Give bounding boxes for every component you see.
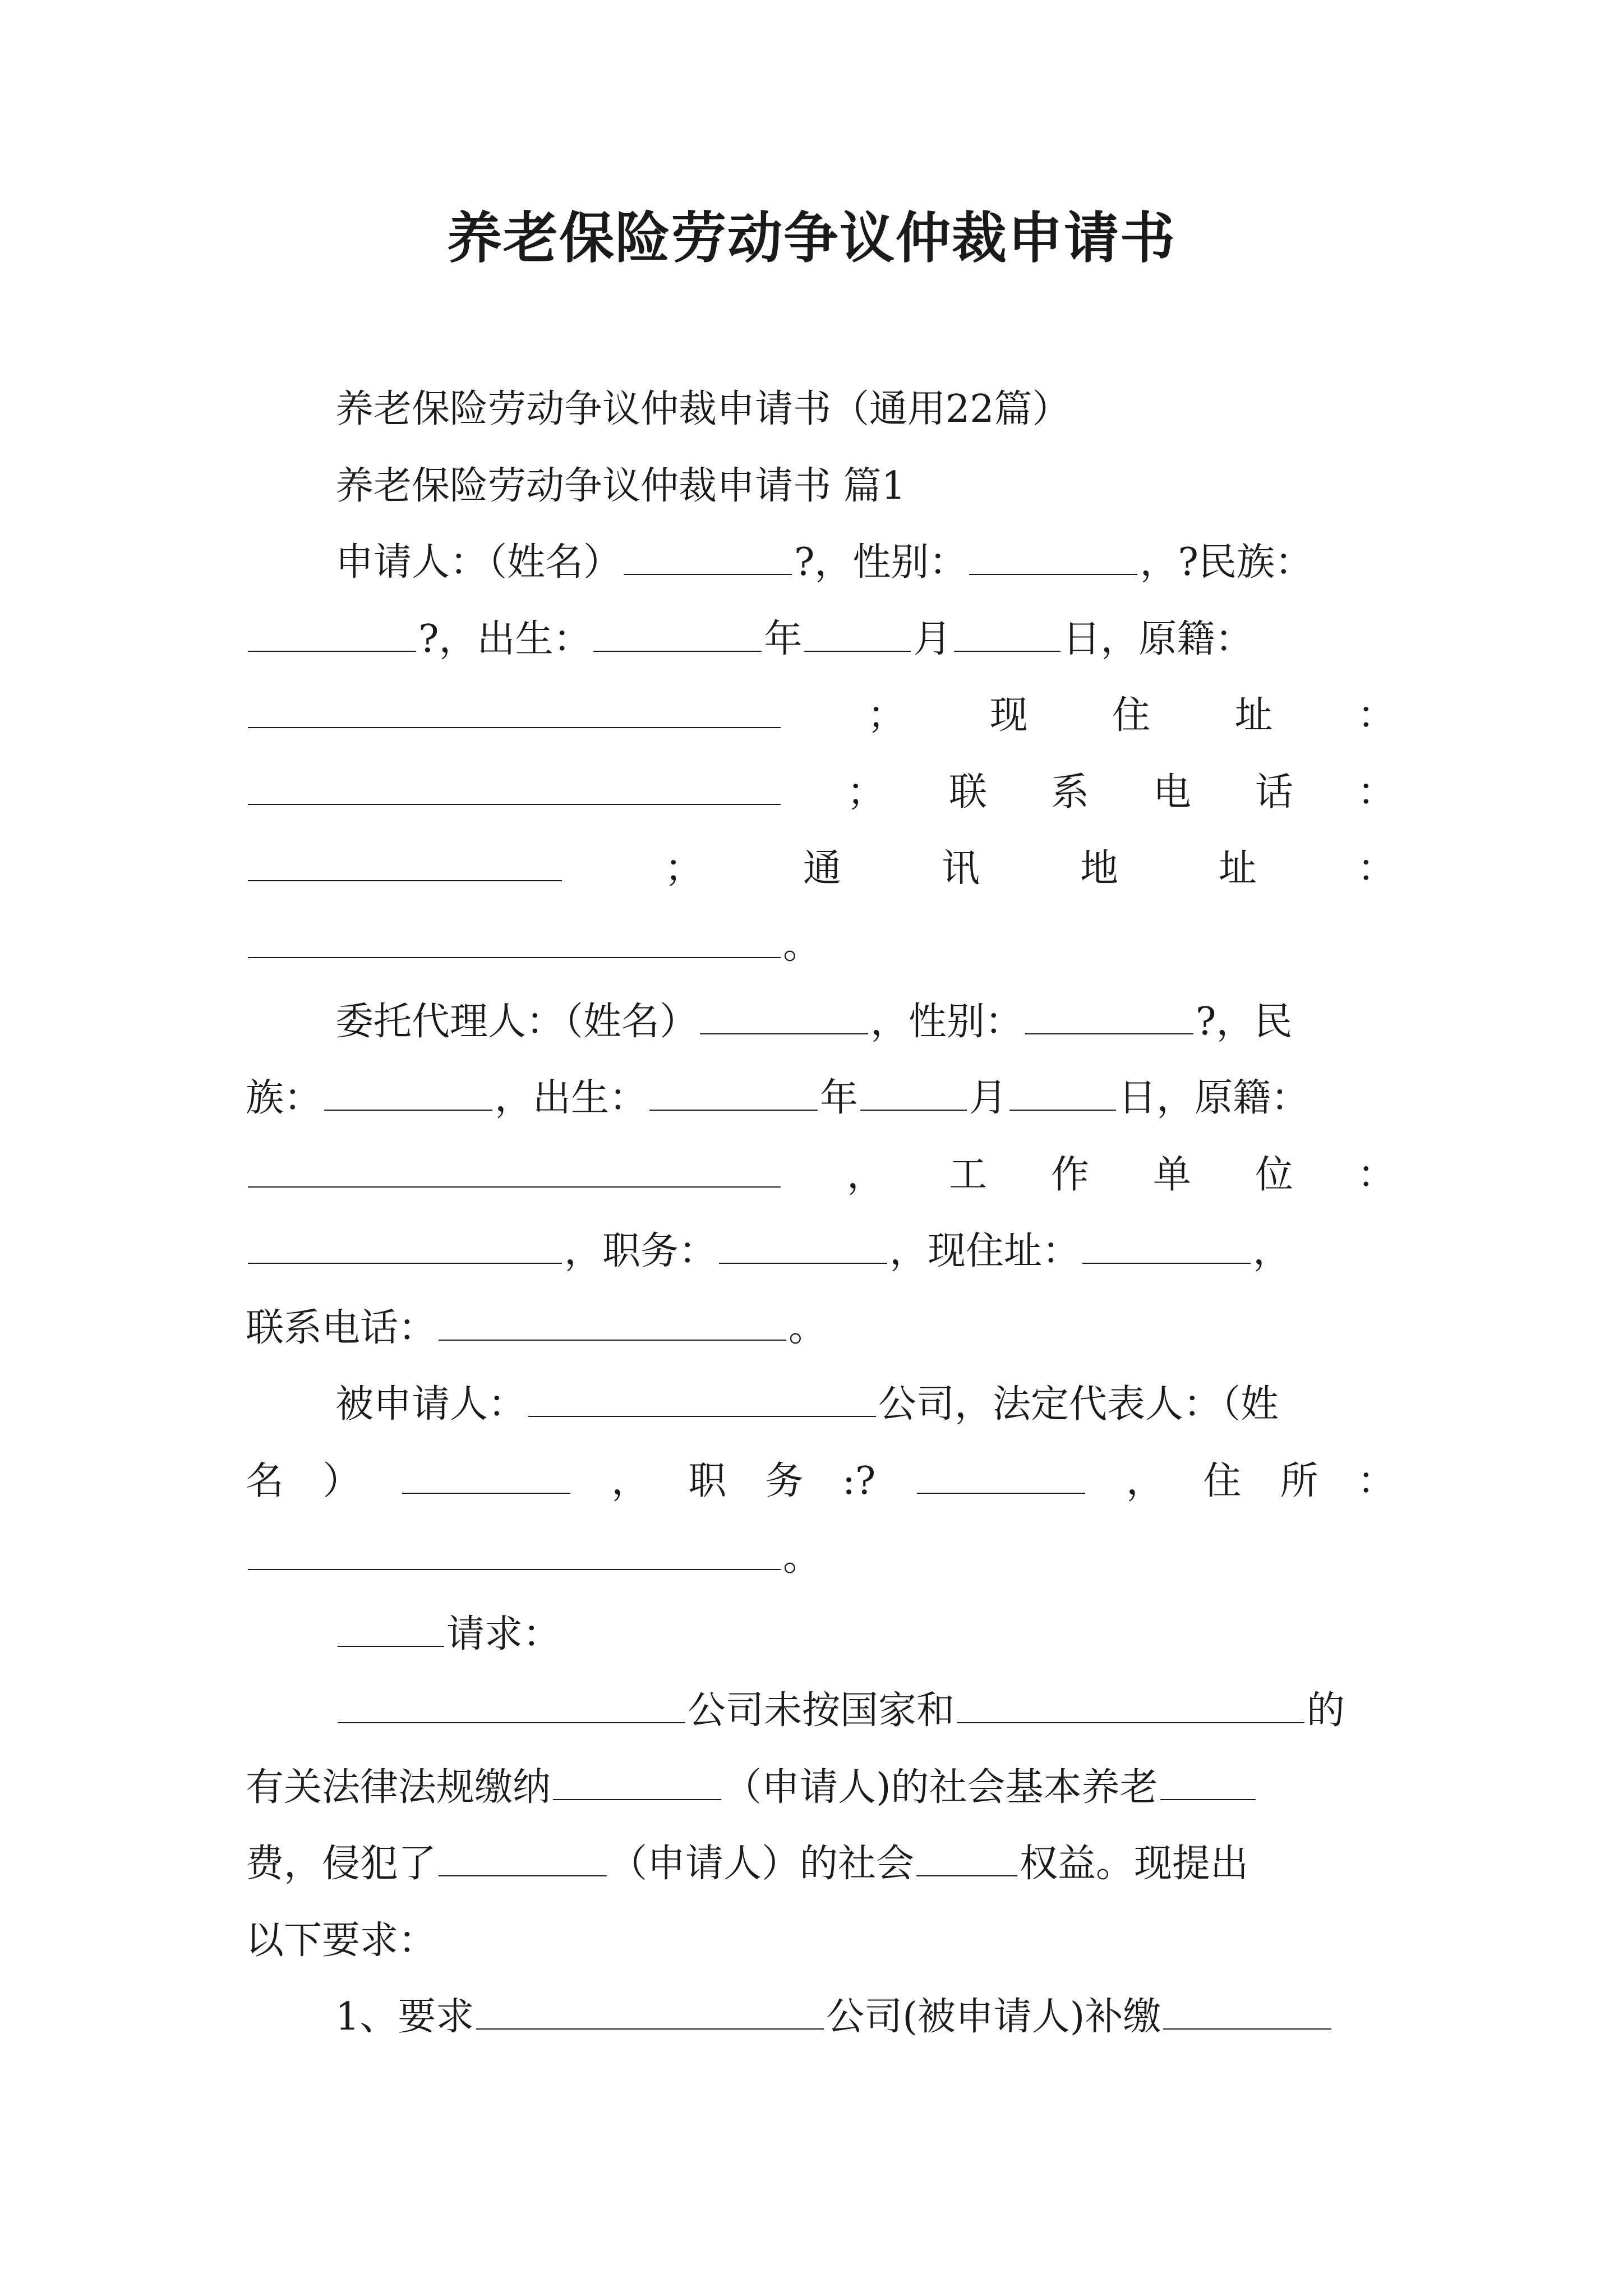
employer-char-4: 位: [1255, 1153, 1293, 1197]
agent-employer-blank: [248, 1262, 562, 1264]
address-char-2: 住: [1112, 693, 1151, 738]
agent-ethnicity-blank: [324, 1108, 492, 1111]
body-text-3a: 费，侵犯了: [246, 1842, 437, 1886]
item-1-text-b: 公司(被申请人)补缴: [826, 1995, 1161, 2039]
agent-name-label: 委托代理人：（姓名）: [335, 1000, 698, 1044]
punct-colon: ：: [1357, 1459, 1395, 1503]
applicant-birth-day-blank: [954, 650, 1061, 652]
applicant-birth-year-blank: [593, 650, 762, 652]
request-heading: [246, 1607, 1395, 1663]
punct-colon: ：: [1357, 693, 1395, 738]
respondent-label: 被申请人：: [335, 1382, 527, 1427]
punct-comma: ，: [1126, 1459, 1164, 1503]
punct-semicolon: ；: [867, 693, 906, 738]
subtitle-line: [246, 381, 1395, 438]
body-text-2b: （申请人)的社会基本养老: [723, 1765, 1158, 1810]
agent-birth-label: ，出生：: [495, 1076, 648, 1120]
agent-gender-label: ，性别：: [870, 1000, 1023, 1044]
request-body-3: [246, 1836, 1395, 1892]
agent-line-1: [246, 994, 1395, 1050]
applicant-month-label: 月: [913, 617, 952, 661]
address-char-1: 现: [989, 693, 1028, 738]
body-province-blank: [957, 1721, 1304, 1723]
applicant-line-6: [246, 918, 1395, 974]
request-body-2: [246, 1760, 1395, 1816]
body-text-3c: 权益。现提出: [1020, 1842, 1249, 1886]
punct-colon: ：: [1357, 1153, 1395, 1197]
request-item-1: [246, 1989, 1395, 2045]
body-company-blank: [338, 1721, 685, 1723]
employer-char-3: 单: [1152, 1153, 1191, 1197]
punct-paren: ）: [322, 1459, 361, 1503]
respondent-rep-blank: [402, 1492, 570, 1494]
agent-origin-label: 日，原籍：: [1118, 1076, 1310, 1120]
punct-period: 。: [783, 923, 822, 968]
agent-birth-day-blank: [1009, 1108, 1116, 1111]
applicant-line-3: [246, 688, 1395, 744]
domicile-char-2: 所: [1280, 1459, 1318, 1503]
punct-period: 。: [789, 1306, 827, 1350]
request-body-1: [246, 1683, 1395, 1739]
chapter-text: 养老保险劳动争议仲裁申请书 篇1: [335, 464, 906, 508]
punct-colon: ：: [1357, 770, 1395, 815]
body-rights-blank: [916, 1874, 1017, 1876]
item-1-company-blank: [476, 2027, 824, 2030]
agent-line-2: [246, 1070, 1395, 1126]
punct-comma: ，: [611, 1459, 649, 1503]
request-label: 请求：: [446, 1612, 561, 1657]
applicant-birth-month-blank: [804, 650, 911, 652]
phone-char-1: 联: [948, 770, 987, 815]
address-char-3: 址: [1234, 693, 1273, 738]
chapter-heading: [246, 458, 1395, 514]
applicant-line-2: [246, 611, 1395, 668]
agent-phone-label: 联系电话：: [246, 1306, 437, 1350]
applicant-origin-label: 日，原籍：: [1062, 617, 1253, 661]
applicant-line-5: [246, 841, 1395, 897]
mail-char-4: 址: [1218, 846, 1257, 891]
agent-line-5: [246, 1300, 1395, 1356]
agent-address-label: ，现住址：: [889, 1229, 1081, 1273]
position-colon: :?: [842, 1459, 876, 1503]
phone-char-3: 电: [1152, 770, 1191, 815]
body-text-4: 以下要求：: [246, 1918, 437, 1963]
mail-char-2: 讯: [941, 846, 980, 891]
respondent-domicile-blank: [248, 1568, 781, 1570]
position-char-1: 职: [688, 1459, 727, 1503]
mail-char-3: 地: [1080, 846, 1118, 891]
rep-char-1: 名: [246, 1459, 284, 1503]
item-1-text-a: 1、要求: [335, 1995, 474, 2039]
punct-colon: ：: [1357, 846, 1395, 891]
agent-gender-blank: [1025, 1032, 1193, 1034]
agent-origin-blank: [248, 1185, 781, 1188]
request-body-4: [246, 1913, 1395, 1969]
body-insurance-blank: [1160, 1798, 1256, 1800]
applicant-line-4: [246, 765, 1395, 821]
applicant-phone-blank: [248, 879, 562, 881]
agent-position-blank: [719, 1262, 887, 1264]
punct-semicolon: ；: [664, 846, 703, 891]
punct-period: 。: [783, 1535, 822, 1580]
body-text-3b: （申请人）的社会: [609, 1842, 915, 1886]
agent-line-4: [246, 1223, 1395, 1280]
agent-month-label: 月: [969, 1076, 1008, 1120]
domicile-char-1: 住: [1203, 1459, 1242, 1503]
agent-line-3: [246, 1147, 1395, 1203]
body-applicant-blank-2: [439, 1874, 607, 1876]
item-1-amount-blank: [1163, 2027, 1331, 2030]
agent-position-label: ，职务：: [564, 1229, 717, 1273]
respondent-position-blank: [917, 1492, 1085, 1494]
employer-char-2: 作: [1050, 1153, 1089, 1197]
applicant-mail-blank: [248, 956, 781, 958]
applicant-gender-blank: [969, 573, 1137, 575]
respondent-rep-label: 公司，法定代表人：（姓: [878, 1382, 1279, 1427]
agent-ethnicity-label-2: 族：: [246, 1076, 322, 1120]
request-blank: [338, 1645, 444, 1647]
employer-char-1: 工: [948, 1153, 987, 1197]
body-text-1a: 公司未按国家和: [688, 1688, 955, 1733]
applicant-gender-label: ?，性别：: [794, 540, 967, 585]
applicant-origin-blank: [248, 726, 781, 728]
respondent-company-blank: [528, 1415, 876, 1417]
body-applicant-blank: [553, 1798, 721, 1800]
agent-name-blank: [700, 1032, 868, 1034]
applicant-ethnicity-blank: [248, 650, 416, 652]
agent-ethnicity-label: ?，民: [1196, 1000, 1293, 1044]
agent-birth-year-blank: [649, 1108, 818, 1111]
agent-phone-blank: [439, 1338, 786, 1341]
body-text-2a: 有关法律法规缴纳: [246, 1765, 551, 1810]
mail-char-1: 通: [803, 846, 841, 891]
applicant-address-blank: [248, 803, 781, 805]
applicant-year-label: 年: [764, 617, 803, 661]
document-title: 养老保险劳动争议仲裁申请书: [446, 206, 1176, 270]
applicant-name-label: 申请人：（姓名）: [335, 540, 622, 585]
respondent-line-3: [246, 1530, 1395, 1586]
body-text-1b: 的: [1307, 1688, 1345, 1733]
agent-birth-month-blank: [860, 1108, 967, 1111]
applicant-name-blank: [624, 573, 792, 575]
applicant-line-1: [246, 535, 1395, 591]
phone-char-4: 话: [1255, 770, 1293, 815]
position-char-2: 务: [765, 1459, 804, 1503]
applicant-ethnicity-label: ，?民族：: [1140, 540, 1313, 585]
punct-semicolon: ；: [846, 770, 885, 815]
agent-year-label: 年: [820, 1076, 859, 1120]
applicant-birth-label: ?，出生：: [418, 617, 592, 661]
phone-char-2: 系: [1050, 770, 1089, 815]
punct-comma: ，: [846, 1153, 885, 1197]
punct-comma: ，: [1253, 1229, 1292, 1273]
respondent-line-2: [246, 1453, 1395, 1510]
agent-address-blank: [1082, 1262, 1251, 1264]
respondent-line-1: [246, 1377, 1395, 1433]
subtitle-text: 养老保险劳动争议仲裁申请书（通用22篇）: [335, 387, 1071, 431]
